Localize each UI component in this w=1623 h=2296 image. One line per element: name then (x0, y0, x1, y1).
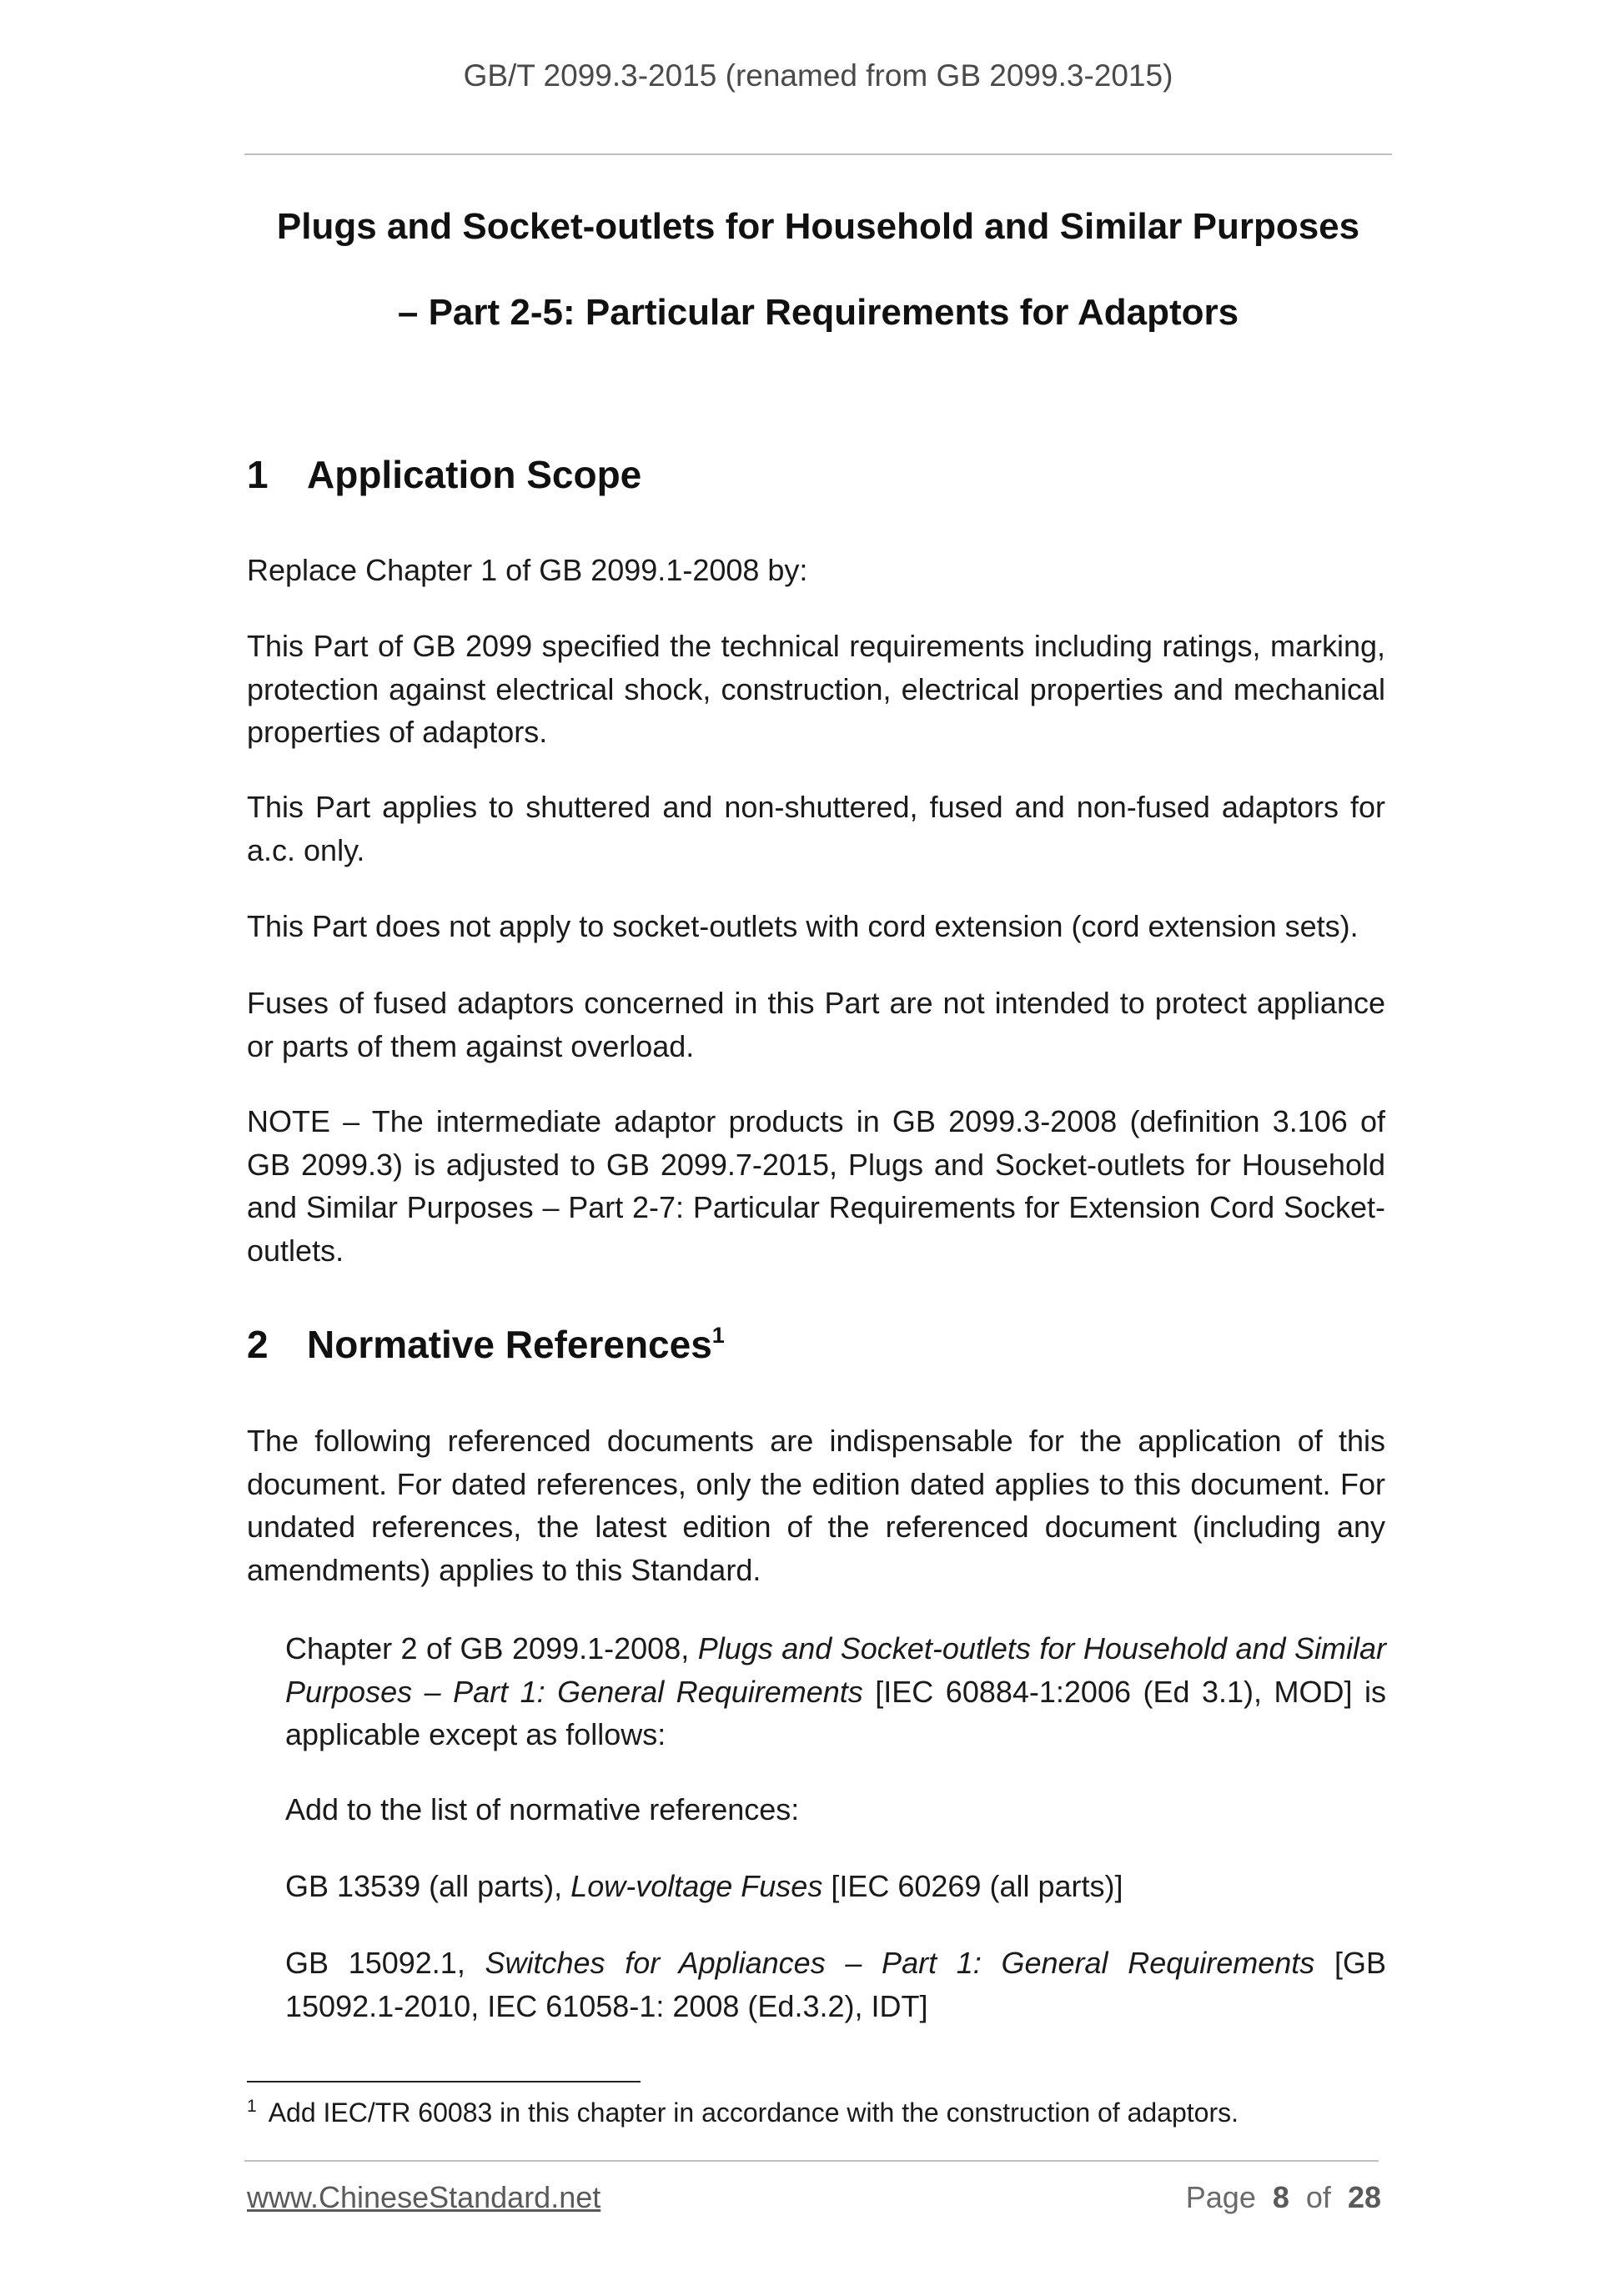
section-number: 2 (247, 1323, 269, 1366)
footnote-marker: 1 (247, 2097, 257, 2116)
reference-title: Low-voltage Fuses (570, 1869, 823, 1903)
section-1-heading (247, 452, 641, 497)
page-total: 28 (1347, 2180, 1381, 2214)
paragraph: This Part applies to shuttered and non-shuttered, fused and non-fused adaptors for a.c. only. (247, 790, 1385, 867)
footnote (247, 2098, 1239, 2128)
reference-item (285, 1942, 1386, 2027)
page-label: Page (1185, 2180, 1256, 2214)
running-header: GB/T 2099.3-2015 (renamed from GB 2099.3-2015) (463, 58, 1173, 93)
reference-prefix: GB 13539 (all parts), (285, 1869, 571, 1903)
page-of: of (1305, 2180, 1331, 2214)
reference-item (285, 1627, 1386, 1756)
page-number (1186, 2180, 1381, 2215)
section-title: Application Scope (307, 453, 642, 496)
paragraph: Add to the list of normative references: (285, 1792, 800, 1826)
document-title-line1: Plugs and Socket-outlets for Household and Similar Purposes (276, 206, 1360, 247)
website-link[interactable]: www.ChineseStandard.net (247, 2180, 601, 2214)
paragraph: Fuses of fused adaptors concerned in this Part are not intended to protect appliance or parts of them against overload. (247, 986, 1385, 1063)
paragraph: The following referenced documents are indispensable for the application of this document. For dated references, only the edition dated applies to this document. For undated references, the latest edition of the referenced document (including any amendments) applies to this Standard. (247, 1424, 1385, 1587)
footnote-separator (247, 2081, 641, 2082)
footer-rule (244, 2160, 1379, 2162)
reference-suffix: [IEC 60269 (all parts)] (822, 1869, 1123, 1903)
paragraph: This Part of GB 2099 specified the technical requirements including ratings, marking, protection against electrical shock, construction, electrical properties and mechanical properties of adaptors. (247, 629, 1385, 749)
section-title: Normative References (307, 1323, 712, 1366)
header-rule (244, 153, 1392, 155)
reference-prefix: GB 15092.1, (285, 1946, 485, 1980)
footnote-reference[interactable]: 1 (711, 1323, 725, 1348)
section-2-heading (247, 1322, 725, 1367)
paragraph: Replace Chapter 1 of GB 2099.1-2008 by: (247, 553, 808, 587)
paragraph: This Part does not apply to socket-outlets with cord extension (cord extension sets). (247, 909, 1359, 943)
reference-title: Plugs and Socket-outlets for Household and Similar Purposes – Part 1: General Requirements (285, 1631, 1386, 1709)
footnote-text: Add IEC/TR 60083 in this chapter in accordance with the construction of adaptors. (268, 2098, 1239, 2128)
note-paragraph: NOTE – The intermediate adaptor products in GB 2099.3-2008 (definition 3.106 of GB 2099.3) is adjusted to GB 2099.7-2015, Plugs and Socket-outlets for Household and Similar Purposes – Part 2-7: Particular Requirements for Extension Cord Socket-outlets. (247, 1104, 1385, 1268)
reference-prefix: Chapter 2 of GB 2099.1-2008, (285, 1631, 698, 1665)
reference-suffix: [GB 15092.1-2010, IEC 61058-1: 2008 (Ed.3.2), IDT] (285, 1946, 1386, 2023)
page-current: 8 (1272, 2180, 1289, 2214)
document-title-line2: – Part 2-5: Particular Requirements for Adaptors (397, 292, 1239, 333)
reference-title: Switches for Appliances – Part 1: General Requirements (485, 1946, 1315, 1980)
reference-suffix: [IEC 60884-1:2006 (Ed 3.1), MOD] is applicable except as follows: (285, 1674, 1387, 1751)
section-number: 1 (247, 453, 269, 496)
reference-item (285, 1865, 1386, 1908)
